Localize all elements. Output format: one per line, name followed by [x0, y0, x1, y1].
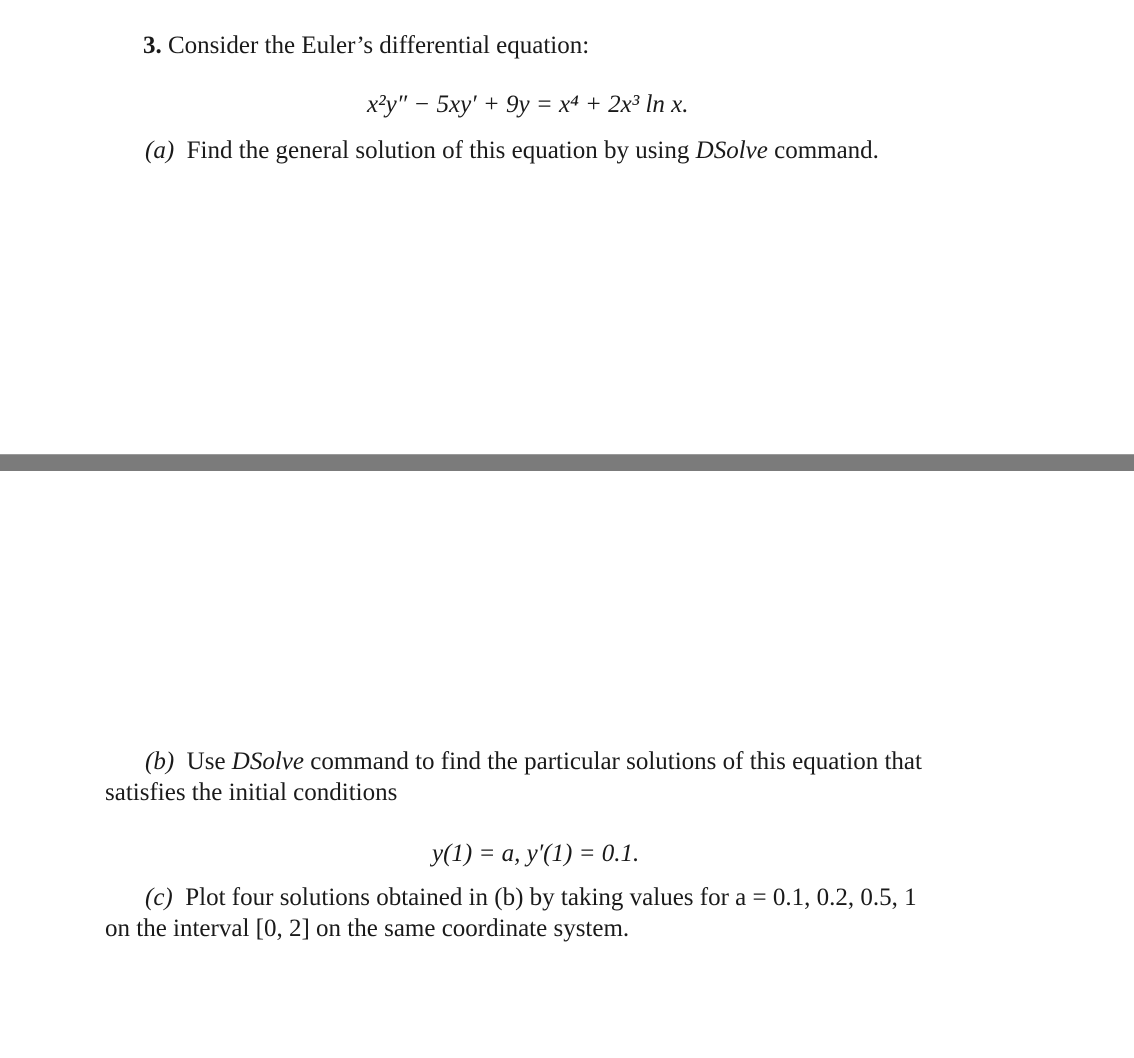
euler-equation: x²y″ − 5xy′ + 9y = x⁴ + 2x³ ln x.	[367, 91, 689, 118]
part-a-command: DSolve	[695, 137, 768, 164]
part-a-label: (a)	[145, 137, 175, 164]
part-a	[145, 136, 879, 166]
part-a-text-after: command.	[767, 137, 879, 164]
part-c-text: Plot four solutions obtained in (b) by taking values for a = 0.1, 0.2, 0.5, 1	[185, 884, 917, 911]
part-b-command: DSolve	[231, 748, 304, 775]
part-b-label: (b)	[145, 748, 175, 775]
problem-number: 3.	[143, 32, 162, 59]
part-b-line2: satisfies the initial conditions	[105, 779, 398, 806]
part-b-text-after: command to find the particular solutions of this equation that	[304, 748, 922, 775]
part-b-line1	[145, 747, 922, 777]
part-b-text-before: Use	[186, 748, 232, 775]
problem-intro: Consider the Euler’s differential equation:	[168, 32, 590, 59]
initial-conditions: y(1) = a, y′(1) = 0.1.	[432, 840, 640, 867]
part-c-line2: on the interval [0, 2] on the same coordinate system.	[105, 915, 630, 942]
part-c-line1	[145, 883, 917, 913]
problem-header	[143, 31, 589, 61]
part-c-label: (c)	[145, 884, 173, 911]
part-a-text-before: Find the general solution of this equation by using	[186, 137, 696, 164]
page-divider	[0, 454, 1134, 471]
